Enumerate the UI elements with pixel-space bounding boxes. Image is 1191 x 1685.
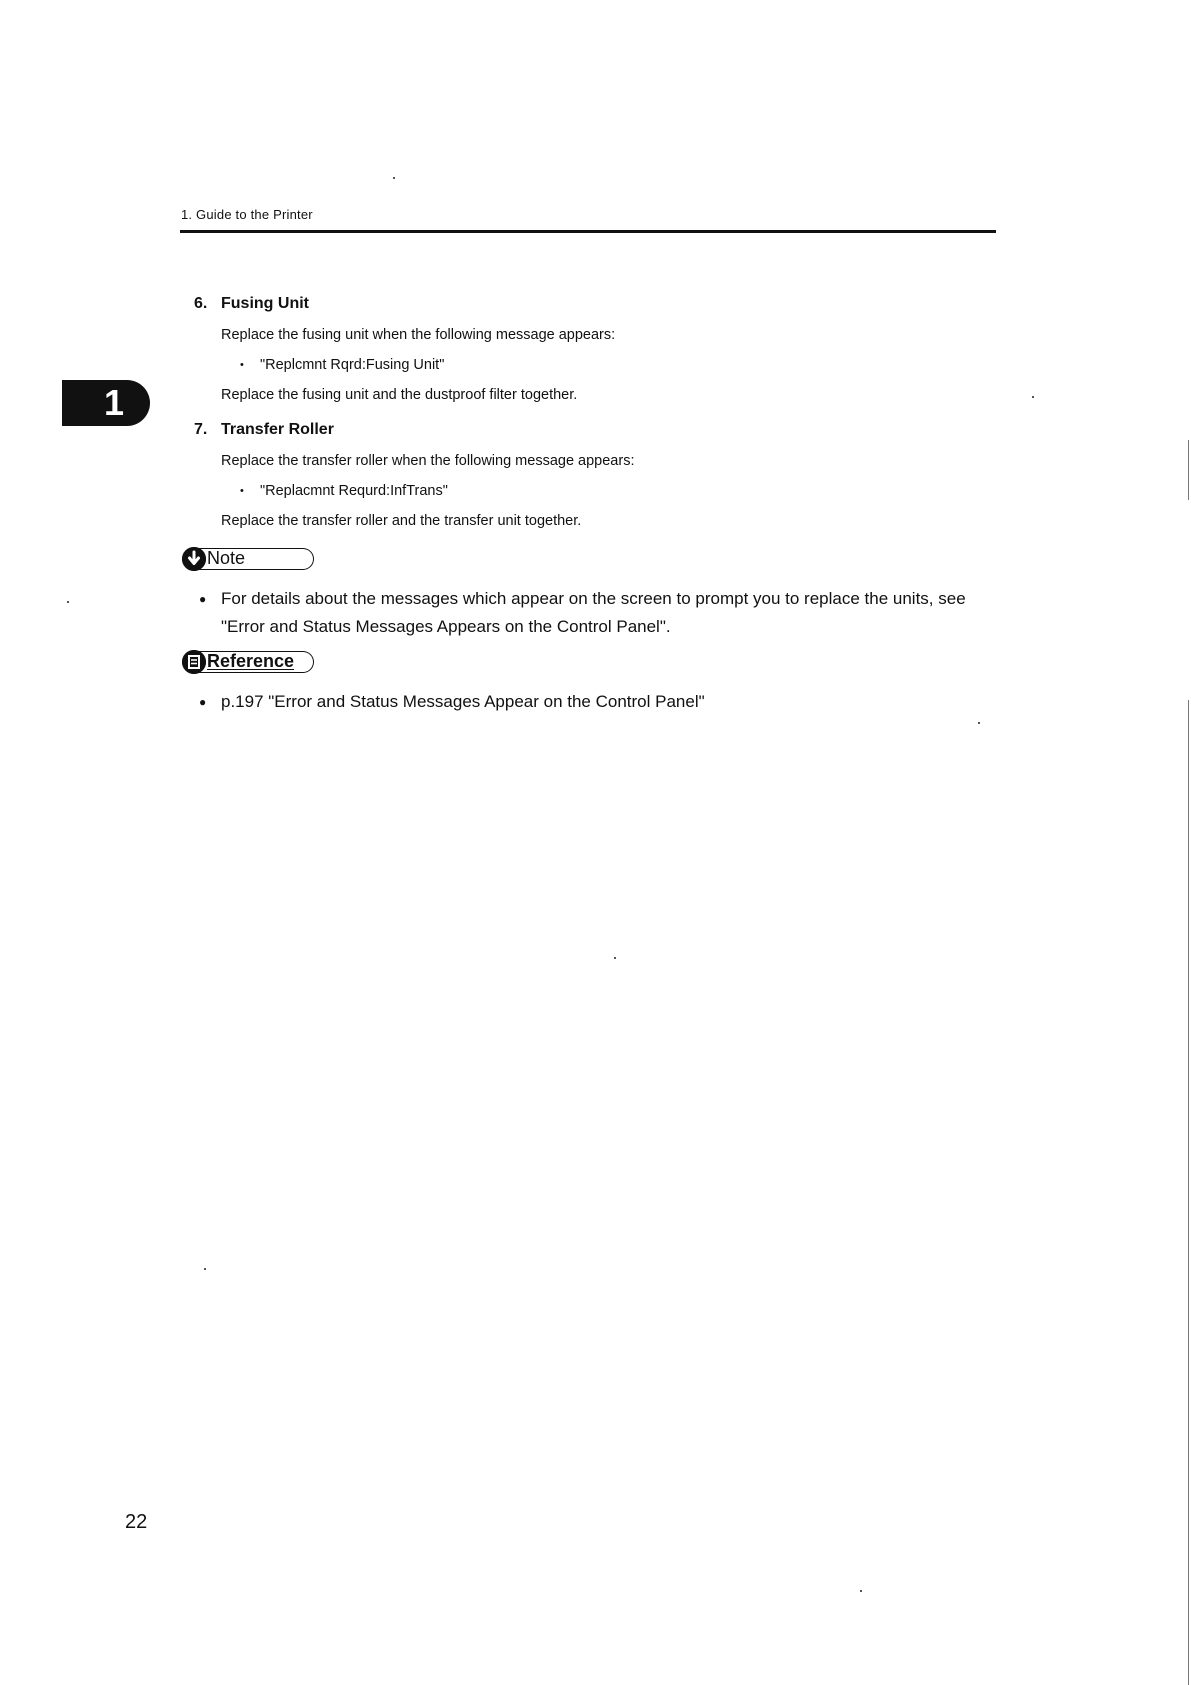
note-bullet-line2: "Error and Status Messages Appears on the Control Panel". [221,617,671,636]
message-text: "Replacmnt Requrd:InfTrans" [260,483,448,499]
page-number: 22 [125,1511,148,1533]
scan-edge-line [1188,700,1189,1685]
item-heading-transfer-roller [194,421,334,439]
running-header: 1. Guide to the Printer [181,207,313,222]
scan-speck [204,1268,206,1270]
note-label: Note [207,548,246,568]
scan-speck [860,1590,862,1592]
bullet-icon: • [240,359,244,372]
chapter-tab [62,380,150,426]
book-icon [182,650,206,674]
item-title: Fusing Unit [221,295,309,312]
item-heading-fusing-unit [194,295,309,313]
item-intro: Replace the fusing unit when the following message appears: [221,327,616,343]
item-number: 6. [194,295,208,312]
item-note: Replace the fusing unit and the dustproof filter together. [221,387,578,403]
chapter-number: 1 [103,382,124,423]
item-note: Replace the transfer roller and the transfer unit together. [221,513,582,529]
scan-speck [393,177,395,179]
bullet-icon: ● [199,695,207,709]
scan-speck [978,722,980,724]
item-title: Transfer Roller [221,421,334,438]
reference-bullet-text: p.197 "Error and Status Messages Appear on the Control Panel" [221,692,705,711]
scan-speck [67,601,69,603]
reference-bullet [199,688,1021,716]
note-bullet-line1: For details about the messages which appear on the screen to prompt you to replace the units, see [221,589,966,608]
message-bullet [240,483,448,499]
item-intro: Replace the transfer roller when the following message appears: [221,453,635,469]
message-text: "Replcmnt Rqrd:Fusing Unit" [260,357,445,373]
note-bullet [199,585,1021,641]
reference-label: Reference [207,651,295,671]
bullet-icon: • [240,485,244,498]
arrow-down-icon [182,547,206,571]
scan-speck [614,957,616,959]
scan-edge-line [1188,440,1189,500]
header-rule [180,230,996,233]
item-number: 7. [194,421,208,438]
scan-speck [1032,396,1034,398]
bullet-icon: ● [199,592,207,606]
message-bullet [240,357,444,373]
